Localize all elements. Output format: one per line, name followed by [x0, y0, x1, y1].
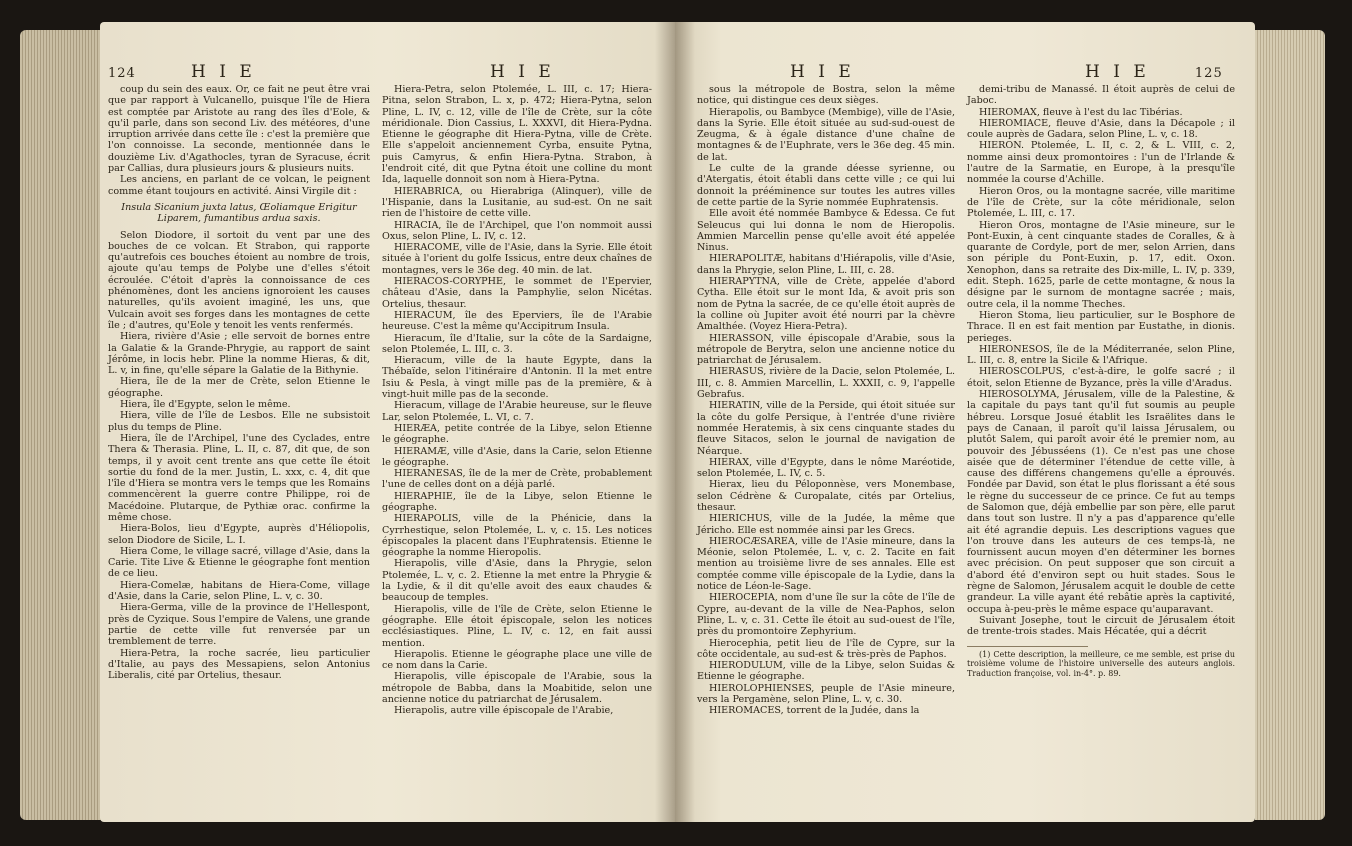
- entry: HIERANESAS, île de la mer de Crète, probablement l'une de celles dont on a déjà parlé.: [382, 468, 652, 491]
- left-page-number: 124: [108, 66, 136, 81]
- entry: HIERATIN, ville de la Perside, qui étoit située sur la côte du golfe Persique, à l'entrée d'une rivière nommée Heratemis, à six cens cinquante stades du fleuve Sitacos, selon le journal de navigation de Néarque.: [697, 400, 955, 457]
- entry: Hieron Oros, ou la montagne sacrée, ville maritime de l'île de Crète, sur la côte méridionale, selon Ptolemée, L. III, c. 17.: [967, 185, 1235, 220]
- entry: HIEROSCOLPUS, c'est-à-dire, le golfe sacré ; il étoit, selon Etienne de Byzance, près la ville d'Aradus.: [967, 366, 1235, 389]
- entry: Hierapolis, autre ville épiscopale de l'Arabie,: [394, 705, 614, 717]
- entry: HIERASUS, rivière de la Dacie, selon Ptolemée, L. III, c. 8. Ammien Marcellin, L. XXXII, c. 9, l'appelle Gebrafus.: [697, 366, 955, 401]
- entry: Hiera, rivière d'Asie ; elle servoit de bornes entre la Galatie & la Grande-Phrygie, au rapport de saint Jérôme, in locis hebr. Pline la nomme Hieras, & dit, L. v, in fine, qu'elle sépare la Galatie de la Bithynie.: [108, 331, 370, 377]
- entry: HIEROLOPHIENSES, peuple de l'Asie mineure, vers la Pergamène, selon Pline, L. v, c. 30.: [697, 682, 955, 706]
- left-column-1: [108, 84, 370, 681]
- entry: Hierax, lieu du Péloponnèse, vers Monembase, selon Cédrène & Curopalate, cités par Ortelius, thesaur.: [697, 479, 955, 513]
- entry: Hiera, île de la mer de Crète, selon Etienne le géographe.: [108, 376, 370, 399]
- entry: Hieracum, village de l'Arabie heureuse, sur le fleuve Lar, selon Ptolemée, L. VI, c. 7.: [382, 400, 652, 423]
- entry: HIRACIA, île de l'Archipel, que l'on nommoit aussi Oxus, selon Pline, L. IV, c. 12.: [382, 219, 652, 242]
- entry: Hierapolis, ville de l'île de Crète, selon Etienne le géographe. Elle étoit épiscopale, selon les notices ecclésiastiques. Pline, L. IV, c. 12, en fait aussi mention.: [382, 603, 652, 649]
- entry: Hierapolis, ville épiscopale de l'Arabie, sous la métropole de Babba, dans la Moabitide, selon une ancienne notice du patriarchat de Jérusalem.: [382, 671, 652, 706]
- entry: Hiera-Bolos, lieu d'Egypte, auprès d'Héliopolis, selon Diodore de Sicile, L. I.: [108, 523, 370, 546]
- entry: Hieracum, ville de la haute Egypte, dans la Thébaïde, selon l'itinéraire d'Antonin. Il la met entre Isiu & Pesla, à vingt mille pas de la première, & à vingt-huit mille pas de la seconde.: [382, 355, 652, 401]
- entry: HIERAPOLIS, ville de la Phénicie, dans la Cyrrhestique, selon Ptolemée, L. v, c. 15. Les notices épiscopales la placent dans l'Euphratensis. Etienne le géographe la nomme Hieropolis.: [382, 513, 652, 559]
- entry: HIEROMAX, fleuve à l'est du lac Tibérias.: [979, 106, 1183, 118]
- entry: HIEROCÆSAREA, ville de l'Asie mineure, dans la Méonie, selon Ptolemée, L. v, c. 2. Tacite en fait mention au troisième livre de ses annales. Elle est comptée comme ville épiscopale de la Lydie, dans la notice de Léon-le-Sage.: [697, 535, 955, 593]
- entry: HIERAMÆ, ville d'Asie, dans la Carie, selon Etienne le géographe.: [382, 445, 652, 468]
- entry: Hiera-Germa, ville de la province de l'Hellespont, près de Cyzique. Sous l'empire de Valens, une grande partie de cette ville fut renversée par un tremblement de terre.: [108, 602, 370, 648]
- verse-quote: Insula Sicanium juxta latus, Œoliamque Erigitur Liparem, fumantibus ardua saxis.: [121, 201, 357, 225]
- right-page-header: [1085, 62, 1223, 82]
- entry: Hierapolis. Etienne le géographe place une ville de ce nom dans la Carie.: [382, 648, 652, 672]
- footnote: (1) Cette description, la meilleure, ce me semble, est prise du troisième volume de l'histoire universelle des auteurs anglois. Traduction françoise, vol. in-4°. p. 89.: [967, 649, 1235, 678]
- entry: Hierapolis, ville d'Asie, dans la Phrygie, selon Ptolemée, L. v, c. 2. Etienne la met entre la Phrygie & la Lydie, & il dit qu'elle avoit des eaux chaudes & beaucoup de temples.: [382, 558, 652, 604]
- entry: Hiera Come, le village sacré, village d'Asie, dans la Carie. Tite Live & Etienne le géographe font mention de ce lieu.: [108, 545, 370, 580]
- left-column-2: [382, 84, 652, 717]
- left-header-title-a: H I E: [190, 62, 256, 82]
- entry: HIERASSON, ville épiscopale d'Arabie, sous la métropole de Berytra, selon une ancienne notice du patriarchat de Jérusalem.: [697, 332, 955, 367]
- left-page-header: [108, 62, 256, 82]
- entry: HIERACUM, île des Eperviers, île de l'Arabie heureuse. C'est la même qu'Accipitrum Insula.: [382, 309, 652, 333]
- entry: Hiera, île d'Egypte, selon le même.: [120, 399, 291, 411]
- entry: HIERICHUS, ville de la Judée, la même que Jéricho. Elle est nommée ainsi par les Grecs.: [697, 513, 955, 536]
- entry: HIERAPOLITÆ, habitans d'Hiérapolis, ville d'Asie, dans la Phrygie, selon Pline, L. III, c. 28.: [697, 253, 955, 276]
- page-edges-right: [1255, 30, 1325, 820]
- entry: HIERACOS-CORYPHE, le sommet de l'Epervier, château d'Asie, dans la Pamphylie, selon Nicétas. Ortelius, thesaur.: [382, 276, 652, 310]
- entry: HIERAPYTNA, ville de Crète, appelée d'abord Cytha. Elle étoit sur le mont Ida, & avoit pris son nom de Pytna la sacrée, de ce qu'elle étoit auprès de la colline où Jupiter avoit été nourri par la chèvre Amalthée. (Voyez Hiera-Petra).: [697, 276, 955, 333]
- right-page: [675, 22, 1255, 822]
- left-header-b: [490, 62, 555, 82]
- entry: Hiera, ville de l'île de Lesbos. Elle ne subsistoit plus du temps de Pline.: [108, 410, 370, 433]
- entry: HIERACOME, ville de l'Asie, dans la Syrie. Elle étoit située à l'orient du golfe Issicus, entre deux chaînes de montagnes, vers le 36e deg. 40 min. de lat.: [382, 242, 652, 276]
- entry: Elle avoit été nommée Bambyce & Edessa. Ce fut Seleucus qui lui donna le nom de Hieropolis. Ammien Marcellin pense qu'elle avoit été appelée Ninus.: [697, 208, 955, 254]
- entry: Hierapolis, ou Bambyce (Membige), ville de l'Asie, dans la Syrie. Elle étoit située au sud-sud-ouest de Zeugma, & à égale distance d'une chaîne de montagnes & de l'Euphrate, vers le 36e deg. 45 min. de lat.: [697, 106, 955, 163]
- entry: HIERÆA, petite contrée de la Libye, selon Etienne le géographe.: [382, 422, 652, 446]
- text-paragraph: coup du sein des eaux. Or, ce fait ne peut être vrai que par rapport à Vulcanello, puisque l'île de Hiera est comptée par Aristote au rang des îles d'Eole, & qu'il parle, dans son second Liv. des météores, d'une irruption arrivée dans cette île : c'est la première que l'on connoisse. La seconde, mentionnée dans le douzième Liv. d'Agathocles, tyran de Syracuse, écrit par Callias, dura plusieurs jours & plusieurs nuits.: [108, 84, 370, 175]
- entry: Hieron Oros, montagne de l'Asie mineure, sur le Pont-Euxin, à cent cinquante stades de Coralles, & à quarante de Cordyle, port de mer, selon Arrien, dans son périple du Pont-Euxin, p. 17, edit. Oxon. Xenophon, dans sa retraite des Dix-mille, L. IV, p. 339, edit. Steph. 1625, parle de cette montagne, & nous la désigne par le surnom de montagne sacrée ; mais, outre cela, il la nomme Theches.: [967, 219, 1235, 310]
- entry: HIEROMACES, torrent de la Judée, dans la: [709, 705, 920, 717]
- entry: HIERONESOS, île de la Méditerranée, selon Pline, L. III, c. 8, entre la Sicile & l'Afrique.: [967, 343, 1235, 367]
- entry: Hierocephia, petit lieu de l'île de Cypre, sur la côte occidentale, au sud-est & très-près de Paphos.: [697, 637, 955, 660]
- right-header-title-a: H I E: [790, 62, 855, 82]
- entry: HIERAX, ville d'Egypte, dans le nôme Maréotide, selon Ptolemée, L. IV, c. 5.: [697, 456, 955, 480]
- entry: Hiera, île de l'Archipel, l'une des Cyclades, entre Thera & Therasia. Pline, L. II, c. 87, dit que, de son temps, il y avoit cent trente ans que cette île étoit sortie du fond de la mer. Justin, L. xxx, c. 4, dit que l'île d'Hiera se montra vers le temps que les Romains commencèrent la guerre contre Philippe, roi de Macédoine. Plutarque, de Pythiæ orac. confirme la même chose.: [108, 432, 370, 523]
- entry: HIERAPHIE, île de la Libye, selon Etienne le géographe.: [382, 490, 652, 513]
- entry: Hiera-Petra, la roche sacrée, lieu particulier d'Italie, au pays des Messapiens, selon Antonius Liberalis, cité par Ortelius, thesaur.: [108, 647, 370, 682]
- entry: HIEROSOLYMA, Jérusalem, ville de la Palestine, & la capitale du pays tant qu'il fut soumis au peuple hébreu. Lorsque Josué établit les Israëlites dans le pays de Canaan, il paroît qu'il laissa Jérusalem, ou plutôt Salem, qui paroît avoir été le premier nom, au pouvoir des Jébusséens (1). Ce n'est pas une chose aisée que de déterminer l'étendue de cette ville, à cause des différens changemens qu'elle a éprouvés. Fondée par David, son état le plus florissant a été sous le règne du successeur de ce prince. Ce fut au temps de Salomon que, déjà embellie par son père, elle parut dans tout son lustre. Il n'y a pas d'apparence qu'elle ait été agrandie depuis. Les descriptions vagues que l'on trouve dans les auteurs de ces temps-là, ne fournissent aucun moyen d'en déterminer les bornes avec précision. On peut supposer que son circuit a d'abord été d'environ sept ou huit stades. Sous le règne de Salomon, Jérusalem acquit le double de cette grandeur. La ville ayant été rebâtie après la captivité, occupa à-peu-près le même espace qu'auparavant.: [967, 389, 1235, 615]
- entry: HIERON. Ptolemée, L. II, c. 2, & L. VIII, c. 2, nomme ainsi deux promontoires : l'un de l'Irlande & l'autre de la Sarmatie, en Europe, à la presqu'île nommée la course d'Achille.: [967, 140, 1235, 186]
- entry: HIERABRICA, ou Hierabriga (Alinquer), ville de l'Hispanie, dans la Lusitanie, au sud-est. On ne sait rien de l'histoire de cette ville.: [382, 185, 652, 220]
- text-paragraph: Les anciens, en parlant de ce volcan, le peignent comme étant toujours en activité. Ainsi Virgile dit :: [108, 174, 370, 197]
- entry: Suivant Josephe, tout le circuit de Jérusalem étoit de trente-trois stades. Mais Hécatée, qui a décrit: [967, 614, 1235, 638]
- right-header-a: [790, 62, 855, 82]
- page-edges-left: [20, 30, 102, 820]
- entry: Hieracum, île d'Italie, sur la côte de la Sardaigne, selon Ptolemée, L. III, c. 3.: [382, 332, 652, 355]
- right-column-1: [697, 84, 955, 717]
- entry: Hiera-Petra, selon Ptolemée, L. III, c. 17; Hiera-Pitna, selon Strabon, L. x, p. 472; Hiera-Pytna, selon Pline, L. IV, c. 12, ville de l'île de Crète, sur la côte méridionale. Dion Cassius, L. XXXVI, dit Hiera-Pydna. Etienne le géographe dit Hiera-Pytna, ville de Crète. Elle s'appeloit anciennement Cyrba, ensuite Pytna, puis Camyrus, & enfin Hiera-Pytna. Strabon, à l'endroit cité, dit que Pytna étoit une colline du mont Ida, laquelle donnoit son nom à Hiera-Pytna.: [382, 84, 652, 186]
- entry: HIEROMIACE, fleuve d'Asie, dans la Décapole ; il coule auprès de Gadara, selon Pline, L. v, c. 18.: [967, 117, 1235, 141]
- right-column-2: [967, 84, 1235, 678]
- entry: Hiera-Comelæ, habitans de Hiera-Come, village d'Asie, dans la Carie, selon Pline, L. v, c. 30.: [108, 579, 370, 603]
- entry: demi-tribu de Manassé. Il étoit auprès de celui de Jaboc.: [967, 84, 1235, 107]
- entry: sous la métropole de Bostra, selon la même notice, qui distingue ces deux sièges.: [697, 84, 955, 107]
- right-header-title-b: H I E: [1085, 62, 1150, 82]
- entry: Hieron Stoma, lieu particulier, sur le Bosphore de Thrace. Il en est fait mention par Eustathe, in dionis. perieges.: [967, 309, 1235, 344]
- left-header-title-b: H I E: [490, 62, 555, 82]
- entry: HIERODULUM, ville de la Libye, selon Suidas & Etienne le géographe.: [697, 660, 955, 683]
- entry: Le culte de la grande déesse syrienne, ou d'Atergatis, étoit établi dans cette ville ; ce qui lui donnoit la prééminence sur toutes les autres villes de cette partie de la Syrie nommée Euphratensis.: [697, 163, 955, 208]
- right-page-number: 125: [1194, 66, 1223, 81]
- entry: HIEROCEPIA, nom d'une île sur la côte de l'île de Cypre, au-devant de la ville de Nea-Paphos, selon Pline, L. v, c. 31. Cette île étoit au sud-ouest de l'île, près du promontoire Zephyrium.: [697, 592, 955, 638]
- text-paragraph: Selon Diodore, il sortoit du vent par une des bouches de ce volcan. Et Strabon, qui rapporte qu'autrefois ces bouches étoient au nombre de trois, ajoute qu'au temps de Polybe une d'elles s'étoit écroulée. C'étoit d'après la connoissance de ces phénomènes, dont les anciens ignoroient les causes naturelles, qu'ils avoient imaginé, les uns, que Vulcain avoit ses forges dans les montagnes de cette île ; d'autres, qu'Eole y tenoit les vents renfermés.: [108, 229, 370, 331]
- left-page: [100, 22, 675, 822]
